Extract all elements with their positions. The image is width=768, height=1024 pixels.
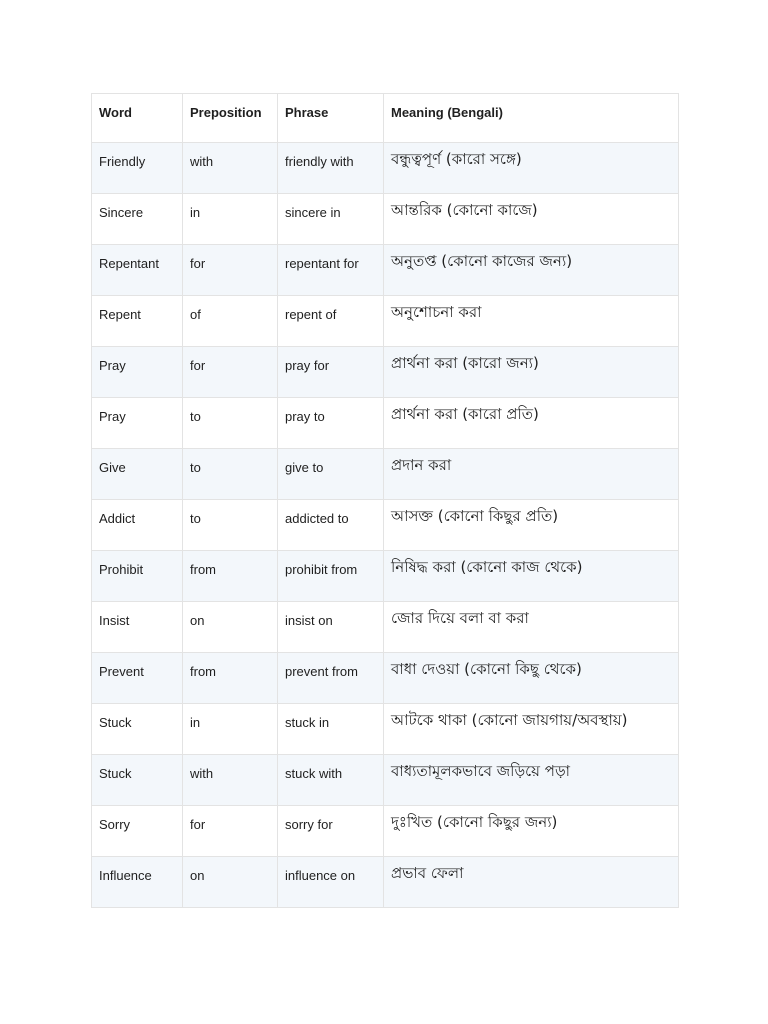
table-row — [92, 551, 679, 602]
cell-word: Sincere — [92, 194, 183, 245]
cell-meaning: অনুশোচনা করা — [384, 296, 679, 347]
cell-word: Friendly — [92, 143, 183, 194]
cell-word: Sorry — [92, 806, 183, 857]
table-row — [92, 398, 679, 449]
cell-phrase: prevent from — [278, 653, 384, 704]
cell-preposition: on — [183, 857, 278, 908]
cell-preposition: from — [183, 551, 278, 602]
table-body — [92, 143, 679, 908]
cell-meaning: দুঃখিত (কোনো কিছুর জন্য) — [384, 806, 679, 857]
cell-word: Influence — [92, 857, 183, 908]
cell-phrase: addicted to — [278, 500, 384, 551]
cell-preposition: with — [183, 755, 278, 806]
cell-preposition: in — [183, 704, 278, 755]
table-row — [92, 857, 679, 908]
cell-phrase: prohibit from — [278, 551, 384, 602]
cell-word: Pray — [92, 398, 183, 449]
cell-word: Repent — [92, 296, 183, 347]
table-row — [92, 500, 679, 551]
preposition-table — [91, 93, 679, 908]
cell-meaning: বন্ধুত্বপূর্ণ (কারো সঙ্গে) — [384, 143, 679, 194]
header-phrase: Phrase — [278, 94, 384, 143]
cell-phrase: pray for — [278, 347, 384, 398]
table-row — [92, 806, 679, 857]
cell-phrase: sorry for — [278, 806, 384, 857]
cell-preposition: on — [183, 602, 278, 653]
cell-meaning: প্রভাব ফেলা — [384, 857, 679, 908]
cell-word: Pray — [92, 347, 183, 398]
cell-meaning: আসক্ত (কোনো কিছুর প্রতি) — [384, 500, 679, 551]
table-row — [92, 296, 679, 347]
table-row — [92, 347, 679, 398]
cell-phrase: friendly with — [278, 143, 384, 194]
cell-preposition: for — [183, 806, 278, 857]
cell-meaning: প্রদান করা — [384, 449, 679, 500]
cell-phrase: insist on — [278, 602, 384, 653]
table-row — [92, 143, 679, 194]
table-row — [92, 704, 679, 755]
cell-word: Addict — [92, 500, 183, 551]
cell-meaning: প্রার্থনা করা (কারো জন্য) — [384, 347, 679, 398]
cell-preposition: of — [183, 296, 278, 347]
header-preposition: Preposition — [183, 94, 278, 143]
table-row — [92, 194, 679, 245]
cell-word: Stuck — [92, 704, 183, 755]
cell-word: Insist — [92, 602, 183, 653]
cell-phrase: stuck with — [278, 755, 384, 806]
table-row — [92, 755, 679, 806]
cell-preposition: to — [183, 449, 278, 500]
table-row — [92, 449, 679, 500]
cell-meaning: বাধ্যতামূলকভাবে জড়িয়ে পড়া — [384, 755, 679, 806]
cell-word: Stuck — [92, 755, 183, 806]
cell-word: Repentant — [92, 245, 183, 296]
cell-word: Prevent — [92, 653, 183, 704]
table-row — [92, 245, 679, 296]
cell-preposition: to — [183, 398, 278, 449]
cell-meaning: আটকে থাকা (কোনো জায়গায়/অবস্থায়) — [384, 704, 679, 755]
cell-meaning: নিষিদ্ধ করা (কোনো কাজ থেকে) — [384, 551, 679, 602]
cell-phrase: influence on — [278, 857, 384, 908]
cell-meaning: জোর দিয়ে বলা বা করা — [384, 602, 679, 653]
cell-meaning: অনুতপ্ত (কোনো কাজের জন্য) — [384, 245, 679, 296]
cell-word: Give — [92, 449, 183, 500]
cell-meaning: প্রার্থনা করা (কারো প্রতি) — [384, 398, 679, 449]
header-row — [92, 94, 679, 143]
cell-meaning: আন্তরিক (কোনো কাজে) — [384, 194, 679, 245]
cell-preposition: for — [183, 347, 278, 398]
cell-phrase: sincere in — [278, 194, 384, 245]
cell-meaning: বাধা দেওয়া (কোনো কিছু থেকে) — [384, 653, 679, 704]
table-row — [92, 653, 679, 704]
header-meaning: Meaning (Bengali) — [384, 94, 679, 143]
cell-preposition: for — [183, 245, 278, 296]
cell-preposition: with — [183, 143, 278, 194]
cell-phrase: repent of — [278, 296, 384, 347]
cell-phrase: repentant for — [278, 245, 384, 296]
cell-phrase: pray to — [278, 398, 384, 449]
table-row — [92, 602, 679, 653]
cell-preposition: in — [183, 194, 278, 245]
cell-phrase: give to — [278, 449, 384, 500]
cell-phrase: stuck in — [278, 704, 384, 755]
header-word: Word — [92, 94, 183, 143]
table-header — [92, 94, 679, 143]
cell-preposition: to — [183, 500, 278, 551]
cell-word: Prohibit — [92, 551, 183, 602]
cell-preposition: from — [183, 653, 278, 704]
